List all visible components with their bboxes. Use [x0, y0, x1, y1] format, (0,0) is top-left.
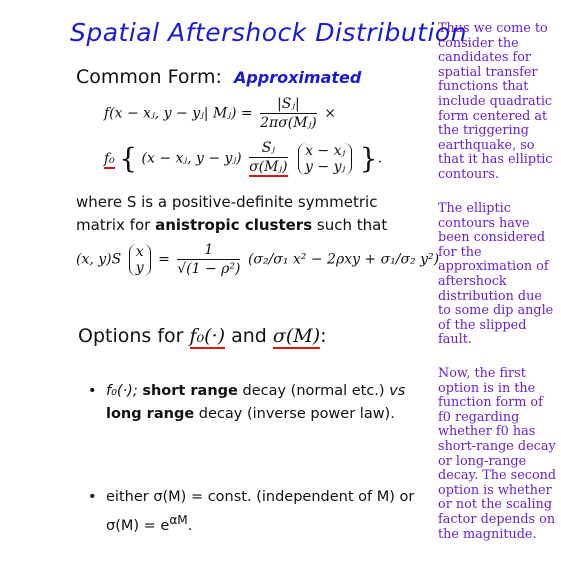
eq2-vec-bot: y − yⱼ	[305, 158, 346, 175]
eq2-vec-top: x − xⱼ	[305, 142, 346, 159]
prose1-end: such that	[316, 216, 388, 234]
eq2-frac-den: σ(Mⱼ)	[249, 159, 288, 175]
bullet-1-decay: decay (normal etc.)	[242, 383, 385, 399]
common-form-heading	[76, 66, 361, 88]
side-note-1: Thus we come to consider the candidates for spatial transfer functions that include quadratic form centered at the triggering earthquake, so that it has elliptic contours.	[438, 21, 553, 182]
bullet-1-marker: •	[88, 383, 97, 399]
equation-1	[104, 96, 336, 131]
prose1-bold: anistropic clusters	[155, 216, 313, 234]
side-note-3: Now, the first option is in the function form of f0 regarding whether f0 has short-range decay or long-range decay. The second option is whether or not the scaling factor depends on the magnitude.	[438, 366, 557, 542]
bullet-1	[90, 380, 420, 426]
equation-3: (x, y)S x y = $\frac{1}{\text{√(1 − ρ²)}}$ (σ₂/σ₁ x² − 2ρxy + σ₁/σ₂ y²)	[76, 242, 440, 277]
eq3-fraction	[177, 242, 240, 277]
bullet-2-marker: •	[88, 489, 97, 505]
bullet-1-f0: f₀(·);	[106, 383, 138, 399]
eq1-fraction	[260, 96, 317, 131]
common-form-label: Common Form:	[76, 66, 222, 88]
eq1-lhs: f(x − xⱼ, y − yⱼ| Mⱼ) =	[104, 105, 253, 122]
options-heading	[78, 325, 327, 347]
bullet-2	[90, 486, 420, 538]
equation-2: f₀ { (x − xⱼ, y − yⱼ) $\frac{\text{Sⱼ}}{\text{σ(Mⱼ)}}$ x − xⱼ y − yⱼ }.	[104, 140, 382, 175]
options-sigma: σ(M)	[272, 325, 321, 347]
common-form-note: Approximated	[233, 68, 362, 87]
bullet-1-power: decay (inverse power law).	[198, 406, 395, 422]
eq3-rhs: (σ₂/σ₁ x² − 2ρxy + σ₁/σ₂ y²)	[247, 251, 440, 268]
eq1-frac-num: |Sⱼ|	[260, 96, 317, 114]
eq2-frac-num: Sⱼ	[249, 140, 288, 158]
eq3-frac-num: 1	[177, 242, 240, 260]
options-f0: f₀(·)	[189, 325, 226, 347]
bullet-2-text: either σ(M) = const. (independent of M) or σ(M) = e	[106, 489, 415, 534]
bullet-2-exponent: αM	[169, 513, 188, 527]
eq1-frac-den: 2πσ(Mⱼ)	[260, 115, 317, 131]
eq3-vec-bot: y	[135, 259, 144, 276]
eq2-fraction	[249, 140, 288, 177]
bullet-2-end: .	[187, 517, 193, 534]
eq3-vec-top: x	[135, 243, 144, 260]
bullet-1-long: long range	[106, 406, 195, 422]
prose-matrix	[76, 191, 416, 237]
options-prefix: Options for	[78, 325, 184, 347]
eq2-args: (x − xⱼ, y − yⱼ)	[141, 150, 242, 167]
eq2-f0: f₀	[104, 150, 115, 167]
bullet-1-short: short range	[142, 383, 238, 399]
side-note-2: The elliptic contours have been considered for the approximation of aftershock distribution due to some dip angle of the slipped fault.	[438, 201, 554, 348]
eq3-frac-den: √(1 − ρ²)	[177, 261, 241, 277]
eq2-vector	[298, 143, 352, 175]
prose1: where S is a positive-definite symmetric matrix for	[76, 193, 378, 234]
options-and: and	[231, 325, 267, 347]
slide-title: Spatial Aftershock Distribution	[70, 18, 468, 47]
eq1-times: ×	[324, 105, 336, 122]
eq3-vector	[129, 244, 151, 276]
options-colon: :	[320, 325, 327, 347]
bullet-1-vs: vs	[389, 383, 406, 399]
eq3-lhs: (x, y)S	[76, 251, 122, 268]
